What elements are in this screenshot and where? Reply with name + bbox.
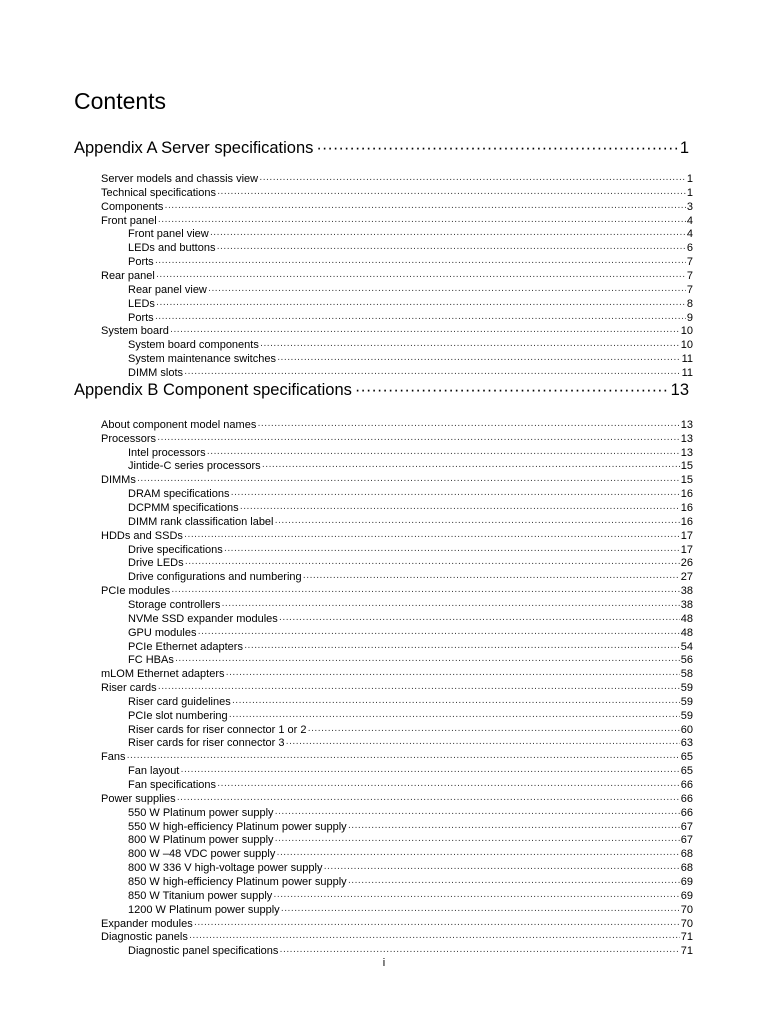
dot-leader [217,779,680,792]
toc-entry[interactable] [128,241,693,255]
dot-leader [216,242,685,255]
toc-entry-label: GPU modules [128,626,197,639]
toc-entry-label: DIMM rank classification label [128,515,274,528]
dot-leader [171,585,680,598]
toc-entry[interactable] [128,598,693,612]
dot-leader [184,530,680,543]
toc-entry[interactable] [101,418,693,432]
dot-leader [221,599,679,612]
toc-entry-label: Technical specifications [101,186,216,199]
toc-entry-page: 16 [680,488,693,501]
toc-entry[interactable] [128,806,693,820]
dot-leader [175,654,680,667]
toc-entry-label: System maintenance switches [128,353,276,366]
dot-leader [189,931,680,944]
dot-leader [276,848,679,861]
toc-entry-label: 850 W Titanium power supply [128,889,273,902]
toc-entry-page: 10 [680,325,693,338]
toc-entry-page: 65 [680,751,693,764]
toc-entry-page: 54 [680,640,693,653]
dot-leader [158,215,686,228]
toc-entry-page: 3 [686,200,693,213]
dot-leader [180,765,679,778]
toc-entry-label: Front panel [101,214,157,227]
toc-entry[interactable] [128,736,693,750]
dot-leader [155,256,686,269]
toc-entry-label: Processors [101,432,157,445]
toc-entry[interactable] [128,352,693,366]
toc-entry-page: 7 [686,283,693,296]
toc-entry[interactable] [128,227,693,241]
toc-entry[interactable] [101,930,693,944]
dot-leader [156,298,686,311]
toc-entry-page: 27 [680,571,693,584]
toc-entry[interactable] [128,338,693,352]
toc-entry-label: Rear panel [101,269,155,282]
toc-entry-page: 15 [680,460,693,473]
toc-entry[interactable] [128,570,693,584]
toc-entry[interactable] [101,792,693,806]
dot-leader [158,682,680,695]
toc-entry-page: 68 [680,862,693,875]
toc-entry-page: 13 [680,446,693,459]
toc-entry-page: 70 [680,903,693,916]
toc-entry[interactable] [101,667,693,681]
toc-entry-page: 66 [680,806,693,819]
dot-leader [229,710,680,723]
dot-leader [170,325,680,338]
toc-entry-page: 8 [686,297,693,310]
toc-entry[interactable] [128,501,693,515]
toc-entry-label: Components [101,200,164,213]
toc-entry-page: 7 [686,269,693,282]
toc-entry-page: 13 [680,432,693,445]
dot-leader [273,890,679,903]
toc-entry-label: Diagnostic panel specifications [128,945,279,958]
toc-entry-label: PCIe modules [101,585,171,598]
toc-entry-page: 26 [680,557,693,570]
toc-heading[interactable] [74,379,689,401]
dot-leader [262,460,680,473]
toc-entry-label: Ports [128,311,154,324]
dot-leader [286,737,680,750]
toc-entry-page: 59 [680,709,693,722]
toc-entry-page: 38 [680,598,693,611]
toc-entry-page: 67 [680,820,693,833]
toc-entry-page: 48 [680,612,693,625]
dot-leader [323,862,679,875]
toc-entry-label: System board [101,325,169,338]
toc-entry-page: 1 [679,139,689,157]
toc-entry-label: Drive configurations and numbering [128,571,302,584]
toc-entry[interactable] [128,833,693,847]
toc-entry[interactable] [128,366,693,380]
toc-entry-label: Diagnostic panels [101,931,188,944]
footer-page-number: i [382,957,386,969]
toc-entry-label: 800 W Platinum power supply [128,834,274,847]
toc-entry-label: Jintide-C series processors [128,460,261,473]
toc-entry-label: About component model names [101,418,257,431]
dot-leader [279,613,680,626]
dot-leader [303,571,680,584]
toc-entry[interactable] [128,820,693,834]
toc-entry-label: Storage controllers [128,598,221,611]
toc-entry-label: 550 W high-efficiency Platinum power supply [128,820,347,833]
toc-entry-label: DCPMM specifications [128,502,239,514]
dot-leader [257,419,679,432]
toc-entry-label: Riser cards for riser connector 1 or 2 [128,723,307,736]
toc-entry-label: System board components [128,339,259,352]
toc-entry-label: PCIe Ethernet adapters [128,640,243,653]
dot-leader [260,339,680,352]
toc-entry-label: FC HBAs [128,654,174,667]
dot-leader [281,904,680,917]
toc-heading[interactable] [74,137,689,159]
toc-entry-page: 66 [680,792,693,805]
dot-leader [197,627,679,640]
toc-entry-page: 1 [686,173,693,185]
toc-entry-page: 59 [680,695,693,708]
toc-entry-label: HDDs and SSDs [101,529,183,542]
toc-entry[interactable] [128,283,693,297]
toc-entry-page: 17 [680,543,693,556]
toc-entry-page: 66 [680,779,693,791]
toc-entry-page: 11 [681,353,693,366]
toc-entry[interactable] [128,875,693,889]
toc-entry-label: Fan specifications [128,779,217,791]
toc-entry[interactable] [128,861,693,875]
dot-leader [244,641,680,654]
toc-entry[interactable] [101,432,693,446]
toc-entry-label: DIMM slots [128,366,183,379]
toc-entry[interactable] [128,459,693,473]
toc-entry-label: 850 W high-efficiency Platinum power supply [128,875,347,888]
toc-entry[interactable] [128,695,693,709]
toc-entry[interactable] [101,200,693,214]
dot-leader [207,447,680,460]
toc-entry-label: 800 W 336 V high-voltage power supply [128,862,323,875]
toc-entry-page: 69 [680,875,693,888]
toc-entry[interactable] [128,778,693,792]
toc-entry-label: Server models and chassis view [101,173,259,185]
toc-entry-label: Intel processors [128,446,206,459]
toc-entry-label: Appendix B Component specifications [74,380,352,399]
toc-entry[interactable] [128,612,693,626]
dot-leader [316,137,678,159]
toc-entry-page: 13 [670,380,689,399]
toc-entry-label: Appendix A Server specifications [74,139,314,157]
toc-entry[interactable] [128,709,693,723]
toc-entry-label: Expander modules [101,917,193,930]
toc-entry-label: LEDs and buttons [128,242,216,255]
toc-entry-page: 6 [686,242,693,255]
toc-entry-page: 11 [681,366,693,379]
dot-leader [157,433,680,446]
dot-leader [126,751,679,764]
toc-entry-page: 58 [680,668,693,681]
toc-entry-page: 59 [680,682,693,695]
toc-entry-label: Drive specifications [128,543,223,556]
toc-entry-page: 67 [680,834,693,847]
toc-entry[interactable] [101,172,693,186]
toc-entry[interactable] [101,269,693,283]
toc-entry-page: 65 [680,765,693,778]
toc-entry-page: 15 [680,474,693,487]
dot-leader [226,668,680,681]
toc-entry[interactable] [128,847,693,861]
toc-entry[interactable] [128,515,693,529]
dot-leader [177,793,680,806]
dot-leader [164,201,686,214]
toc-entry-page: 4 [686,228,693,241]
toc-entry-page: 17 [680,529,693,542]
toc-entry-label: 800 W –48 VDC power supply [128,848,276,861]
toc-entry[interactable] [128,255,693,269]
dot-leader [156,270,686,283]
dot-leader [232,696,680,709]
dot-leader [275,807,680,820]
toc-entry[interactable] [128,311,693,325]
dot-leader [275,834,680,847]
dot-leader [137,474,680,487]
toc-entry[interactable] [128,640,693,654]
dot-leader [224,544,680,557]
toc-entry-page: 68 [680,848,693,861]
dot-leader [275,516,680,529]
dot-leader [348,876,680,889]
toc-entry[interactable] [101,473,693,487]
toc-entry-page: 56 [680,654,693,667]
toc-entry[interactable] [128,297,693,311]
toc-entry[interactable] [101,324,693,338]
toc-entry[interactable] [101,186,693,200]
toc-entry-page: 9 [686,311,693,324]
dot-leader [194,918,680,931]
toc-entry[interactable] [128,626,693,640]
dot-leader [217,187,686,200]
toc-entry[interactable] [128,903,693,917]
dot-leader [348,821,680,834]
dot-leader [308,724,680,737]
toc-entry-label: DRAM specifications [128,488,230,501]
toc-entry[interactable] [128,723,693,737]
toc-entry[interactable] [128,653,693,667]
toc-entry-label: Rear panel view [128,283,207,296]
toc-entry-page: 71 [680,945,693,958]
toc-entry-page: 38 [680,585,693,598]
toc-entry-page: 60 [680,723,693,736]
toc-entry-page: 70 [680,917,693,930]
dot-leader [240,502,680,515]
toc-entry-label: Power supplies [101,792,176,805]
dot-leader [277,353,681,366]
toc-entry-label: Fan layout [128,765,180,778]
dot-leader [155,312,686,325]
toc-entry-label: Front panel view [128,228,209,241]
dot-leader [210,228,686,241]
toc-entry-page: 10 [680,339,693,352]
toc-entry-label: LEDs [128,297,155,310]
dot-leader [259,173,686,186]
toc-entry[interactable] [128,889,693,903]
dot-leader [230,488,679,501]
toc-entry-label: NVMe SSD expander modules [128,612,278,625]
toc-entry[interactable] [128,764,693,778]
toc-entry[interactable] [101,917,693,931]
toc-entry-page: 16 [680,502,693,514]
toc-entry-page: 13 [680,418,693,431]
toc-entry[interactable] [128,487,693,501]
toc-entry[interactable] [101,214,693,228]
toc-entry[interactable] [101,529,693,543]
page-title: Contents [74,88,167,114]
toc-entry-label: Drive LEDs [128,557,184,570]
toc-entry-page: 16 [680,515,693,528]
toc-entry[interactable] [128,446,693,460]
toc-entry-label: Ports [128,256,154,269]
toc-entry-label: DIMMs [101,474,136,487]
toc-entry-label: 1200 W Platinum power supply [128,903,280,916]
toc-entry[interactable] [128,543,693,557]
toc-entry-label: Fans [101,751,126,764]
toc-entry-page: 63 [680,737,693,750]
toc-entry-page: 4 [686,214,693,227]
toc-entry-page: 7 [686,256,693,269]
toc-entry-label: Riser cards for riser connector 3 [128,737,285,750]
dot-leader [355,379,670,401]
toc-entry-label: Riser cards [101,682,157,695]
toc-entry-page: 71 [680,931,693,944]
toc-entry-page: 48 [680,626,693,639]
dot-leader [185,557,680,570]
dot-leader [208,284,686,297]
toc-entry-page: 69 [680,889,693,902]
toc-entry-label: mLOM Ethernet adapters [101,668,225,681]
toc-entry[interactable] [128,556,693,570]
toc-entry-label: Riser card guidelines [128,695,231,708]
toc-entry[interactable] [101,750,693,764]
toc-entry-page: 1 [686,186,693,199]
toc-entry-label: PCIe slot numbering [128,709,228,722]
toc-entry[interactable] [101,584,693,598]
toc-entry[interactable] [101,681,693,695]
toc-entry-label: 550 W Platinum power supply [128,806,274,819]
